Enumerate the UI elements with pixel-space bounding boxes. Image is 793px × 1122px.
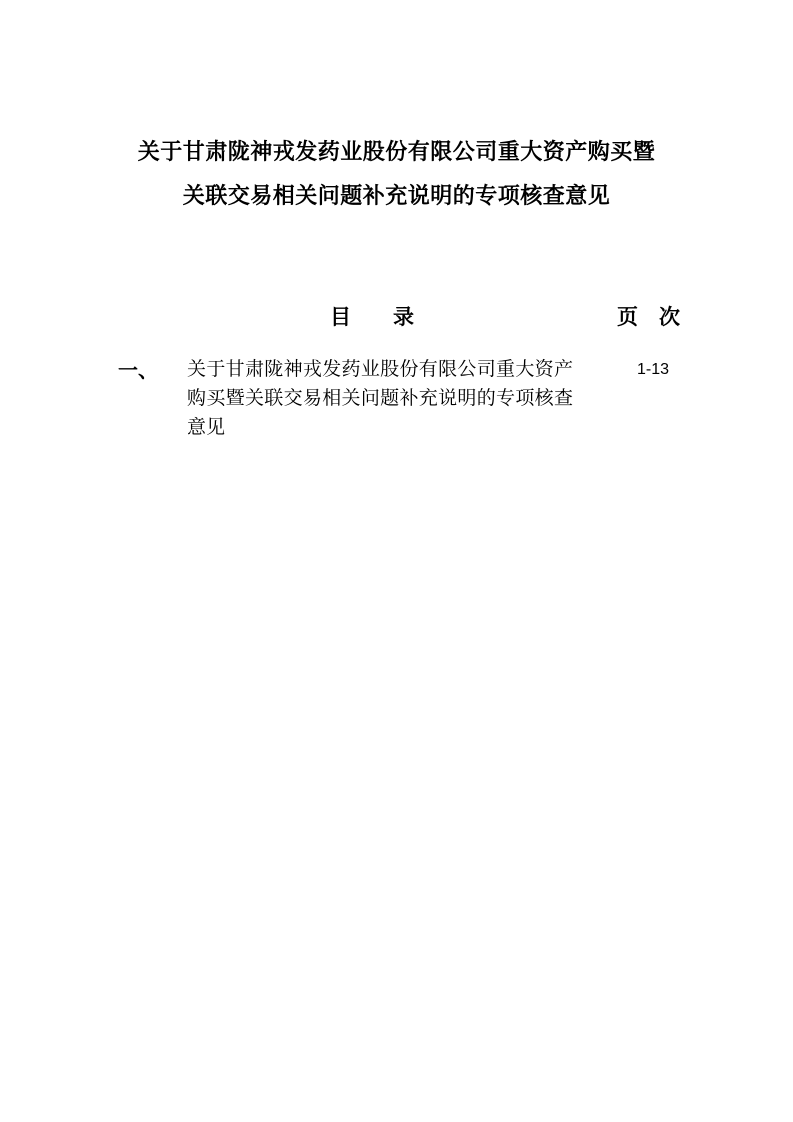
toc-header bbox=[0, 305, 793, 331]
toc-header-contents-label: 目 录 bbox=[330, 306, 414, 329]
toc-entry-number: 一、 bbox=[118, 360, 158, 382]
document-title bbox=[0, 130, 793, 218]
toc-entry-title: 关于甘肃陇神戎发药业股份有限公司重大资产购买暨关联交易相关问题补充说明的专项核查意见 bbox=[187, 359, 573, 438]
toc-entry-pages: 1-13 bbox=[637, 361, 670, 378]
toc-header-page-label: 页 次 bbox=[617, 306, 680, 329]
document-title-line-1: 关于甘肃陇神戎发药业股份有限公司重大资产购买暨 bbox=[137, 139, 656, 164]
document-title-line-2: 关联交易相关问题补充说明的专项核查意见 bbox=[182, 183, 611, 208]
